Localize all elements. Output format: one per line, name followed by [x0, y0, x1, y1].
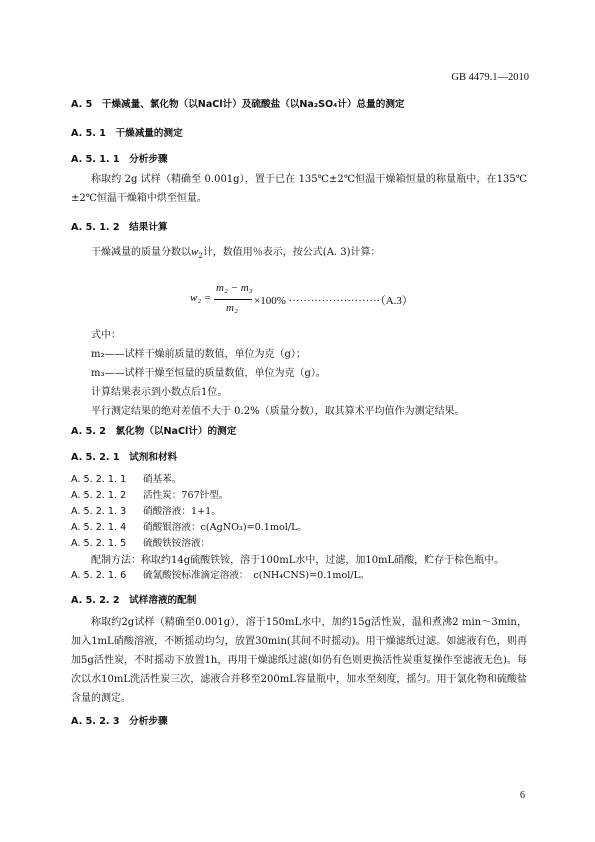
- a512-intro-part2: 计，数值用％表示，按公式(A. 3)计算：: [202, 247, 381, 258]
- page-number: 6: [520, 790, 525, 801]
- reagent-text: 硝酸溶液：1+1。: [143, 506, 221, 517]
- section-a512-title: A. 5. 1. 2 结果计算: [71, 222, 168, 233]
- reagent-item: [71, 519, 307, 533]
- reagent-item: [71, 535, 210, 549]
- rounding-note: 计算结果表示到小数点后1位。: [91, 387, 228, 398]
- reagent-number: A. 5. 2. 1. 6: [71, 570, 127, 581]
- section-a5-title: A. 5 干燥减量、氯化物（以NaCl计）及硫酸盐（以Na₂SO₄计）总量的测定: [71, 99, 405, 110]
- formula-a3: [190, 282, 490, 318]
- formula-denominator: m₂: [226, 302, 238, 314]
- m2-definition: m₂——试样干燥前质量的数值，单位为克（g）；: [91, 349, 306, 360]
- reagent-number: A. 5. 2. 1. 2: [71, 490, 127, 501]
- where-label: 式中：: [91, 330, 121, 341]
- reagent-number: A. 5. 2. 1. 4: [71, 522, 127, 533]
- reagent-number: A. 5. 2. 1. 1: [71, 474, 127, 485]
- reagent-text: 硫酸铁铵溶液：: [143, 538, 211, 549]
- reagent-number: A. 5. 2. 1. 3: [71, 506, 127, 517]
- a511-paragraph: 称取约 2g 试样（精确至 0.001g），置于已在 135℃±2℃恒温干燥箱恒量的称量瓶中，在135℃±2℃恒温干燥箱中烘至恒量。: [71, 174, 527, 204]
- m3-definition: m₃——试样干燥至恒量的质量数值，单位为克（g）。: [91, 368, 326, 379]
- section-a511-title: A. 5. 1. 1 分析步骤: [71, 154, 168, 165]
- reagent-item: [71, 487, 228, 501]
- reagent-text: 活性炭：767针型。: [143, 490, 229, 501]
- standard-code: GB 4479.1—2010: [451, 72, 529, 83]
- reagent-text: 硫氰酸铵标准滴定溶液： c(NH₄CNS)=0.1mol/L。: [143, 570, 370, 581]
- section-a51-title: A. 5. 1 干燥减量的测定: [71, 128, 183, 139]
- reagent-text: 硝酸银溶液：c(AgNO₃)=0.1mol/L。: [143, 522, 308, 533]
- a512-intro-w: w: [191, 246, 199, 258]
- section-a522-title: A. 5. 2. 2 试样溶液的配制: [71, 595, 197, 606]
- formula-fraction-bar: [214, 299, 252, 300]
- section-a521-title: A. 5. 2. 1 试剂和材料: [71, 452, 178, 463]
- a512-intro: [91, 243, 381, 260]
- parallel-note: 平行测定结果的绝对差值不大于 0.2%（质量分数），取其算术平均值作为测定结果。: [91, 406, 465, 417]
- preparation-method: 配制方法：称取约14g硫酸铁铵，溶于100mL水中，过滤，加10mL硝酸，贮存于棕色瓶中。: [91, 555, 505, 566]
- a512-intro-part1: 干燥减量的质量分数以: [91, 247, 191, 258]
- formula-numerator: m₂ − m₃: [216, 282, 253, 294]
- reagent-text: 硝基苯。: [143, 474, 182, 485]
- section-a523-title: A. 5. 2. 3 分析步骤: [71, 716, 168, 727]
- section-a52-title: A. 5. 2 氯化物（以NaCl计）的测定: [71, 426, 237, 437]
- reagent-item: [71, 471, 181, 485]
- a512-intro-sub: 2: [198, 252, 203, 260]
- formula-rest: ×100% ·························（A.3）: [254, 295, 413, 307]
- reagent-item: [71, 567, 370, 581]
- a522-paragraph: 称取约2g试样（精确至0.001g），溶于150mL水中，加约15g活性炭，温和煮沸2 min～3min，加入1mL硝酸溶液，不断摇动均匀，放置30min(其间不时摇动)。用干燥滤纸过滤。如滤液有色，则再加5g活性炭，不时摇动下放置1h，再用干燥滤纸过滤(如仍有色则更换活性炭重复操作至滤液无色)。每次以水10mL洗活性炭三次，滤液合并移至200mL容量瓶中，加水至刻度，摇匀。用于氯化物和硫酸盐含量的测定。: [71, 617, 527, 704]
- reagent-number: A. 5. 2. 1. 5: [71, 538, 127, 549]
- reagent-item: [71, 503, 221, 517]
- formula-lhs: w₂ =: [190, 292, 212, 304]
